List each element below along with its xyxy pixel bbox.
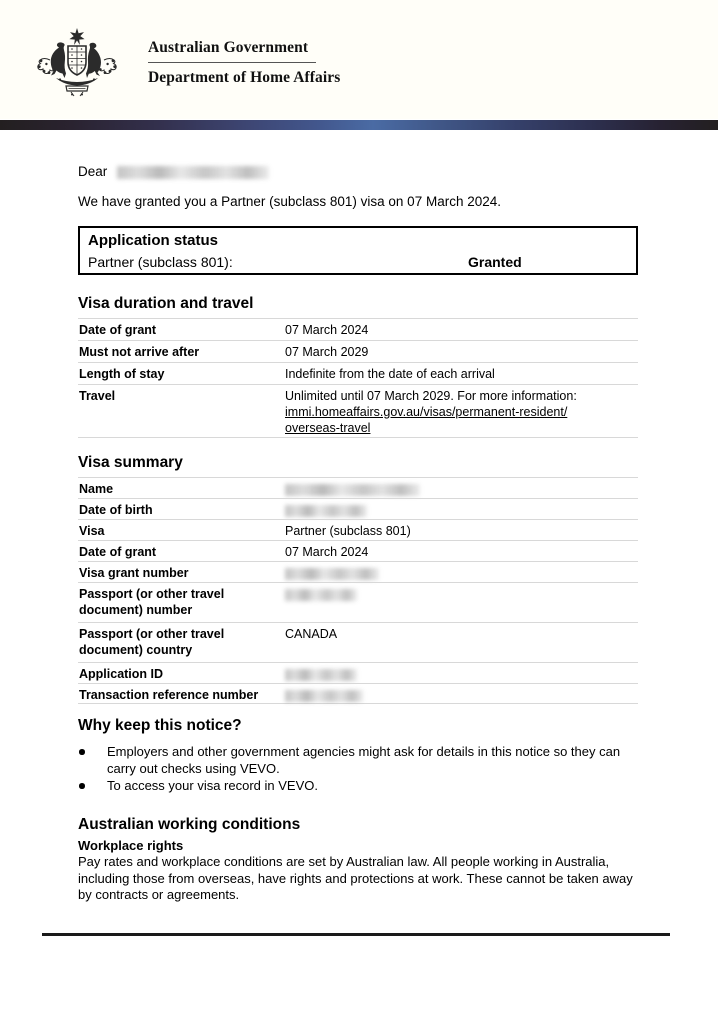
workplace-rights-subheading: Workplace rights bbox=[78, 838, 184, 853]
why-keep-notice-heading: Why keep this notice? bbox=[78, 717, 242, 734]
row-label: Date of grant bbox=[79, 545, 157, 559]
wordmark-divider bbox=[148, 62, 316, 63]
redacted-recipient-name bbox=[117, 166, 269, 179]
australian-government-text: Australian Government bbox=[148, 39, 309, 56]
commonwealth-coat-of-arms-icon bbox=[30, 24, 124, 98]
row-label-line1: Passport (or other travel bbox=[79, 627, 225, 641]
row-label: Travel bbox=[79, 389, 116, 403]
row-value: Indefinite from the date of each arrival bbox=[285, 367, 495, 381]
row-value: CANADA bbox=[285, 627, 338, 641]
row-value bbox=[285, 586, 635, 602]
row-label: Visa bbox=[79, 524, 105, 538]
row-label-line2: document) number bbox=[79, 603, 193, 617]
redacted-value bbox=[285, 669, 357, 681]
working-conditions-heading: Australian working conditions bbox=[78, 816, 301, 833]
header-gradient-bar bbox=[0, 120, 718, 130]
list-item bbox=[78, 744, 638, 777]
row-label: Date of grant bbox=[79, 323, 157, 337]
table-row bbox=[78, 622, 638, 662]
list-item-text: To access your visa record in VEVO. bbox=[107, 778, 318, 793]
salutation-prefix: Dear bbox=[78, 164, 108, 179]
redacted-value bbox=[285, 589, 357, 601]
row-label: Visa grant number bbox=[79, 566, 189, 580]
row-label bbox=[79, 626, 277, 658]
row-label-line1: Passport (or other travel bbox=[79, 587, 225, 601]
row-label: Transaction reference number bbox=[79, 688, 259, 702]
application-status-box bbox=[78, 226, 638, 275]
row-label: Date of birth bbox=[79, 503, 153, 517]
department-name-text: Department of Home Affairs bbox=[148, 69, 341, 86]
table-row bbox=[78, 662, 638, 683]
document-header-band bbox=[0, 0, 718, 119]
bullet-icon bbox=[79, 783, 85, 789]
application-status-title: Application status bbox=[88, 232, 219, 249]
application-status-badge: Granted bbox=[468, 254, 522, 270]
department-wordmark bbox=[148, 38, 478, 87]
redacted-value bbox=[285, 690, 363, 702]
row-value bbox=[285, 666, 635, 682]
row-value: 07 March 2024 bbox=[285, 545, 369, 559]
table-row bbox=[78, 582, 638, 622]
row-value bbox=[285, 481, 635, 497]
row-label: Length of stay bbox=[79, 367, 165, 381]
row-label: Application ID bbox=[79, 667, 164, 681]
table-row bbox=[78, 340, 638, 362]
visa-duration-table bbox=[78, 318, 638, 438]
travel-value-text: Unlimited until 07 March 2029. For more information: bbox=[285, 389, 577, 403]
row-label: Must not arrive after bbox=[79, 345, 200, 359]
why-keep-notice-list bbox=[78, 744, 638, 796]
visa-summary-table bbox=[78, 477, 638, 704]
row-value bbox=[285, 565, 635, 581]
footer-divider bbox=[42, 933, 670, 936]
overseas-travel-link-line2[interactable]: overseas-travel bbox=[285, 421, 371, 435]
table-row bbox=[78, 384, 638, 438]
row-value bbox=[285, 502, 635, 518]
bullet-icon bbox=[79, 749, 85, 755]
table-row bbox=[78, 561, 638, 582]
salutation-line bbox=[78, 163, 269, 180]
list-item-text: Employers and other government agencies might ask for details in this notice so they can carry out checks using VEVO. bbox=[107, 744, 621, 776]
redacted-value bbox=[285, 568, 379, 580]
overseas-travel-link-line1[interactable]: immi.homeaffairs.gov.au/visas/permanent-resident/ bbox=[285, 405, 568, 419]
visa-summary-heading: Visa summary bbox=[78, 454, 183, 471]
redacted-value bbox=[285, 484, 420, 496]
table-row bbox=[78, 477, 638, 498]
row-label bbox=[79, 586, 277, 618]
row-value bbox=[285, 687, 635, 703]
row-label-line2: document) country bbox=[79, 643, 193, 657]
list-item bbox=[78, 778, 638, 795]
row-value: 07 March 2029 bbox=[285, 345, 369, 359]
table-row bbox=[78, 318, 638, 340]
workplace-rights-paragraph: Pay rates and workplace conditions are set by Australian law. All people working in Australia, including those from overseas, have rights and protections at work. These cannot be taken away by contracts or agreements. bbox=[78, 854, 633, 902]
table-row bbox=[78, 498, 638, 519]
intro-paragraph: We have granted you a Partner (subclass 801) visa on 07 March 2024. bbox=[78, 194, 501, 209]
visa-duration-heading: Visa duration and travel bbox=[78, 295, 254, 312]
row-label: Name bbox=[79, 482, 114, 496]
row-value bbox=[285, 388, 635, 436]
row-value: 07 March 2024 bbox=[285, 323, 369, 337]
table-row bbox=[78, 362, 638, 384]
table-row bbox=[78, 519, 638, 540]
table-row bbox=[78, 683, 638, 704]
redacted-value bbox=[285, 505, 367, 517]
row-value: Partner (subclass 801) bbox=[285, 524, 411, 538]
table-row bbox=[78, 540, 638, 561]
application-status-subject: Partner (subclass 801): bbox=[88, 254, 233, 270]
